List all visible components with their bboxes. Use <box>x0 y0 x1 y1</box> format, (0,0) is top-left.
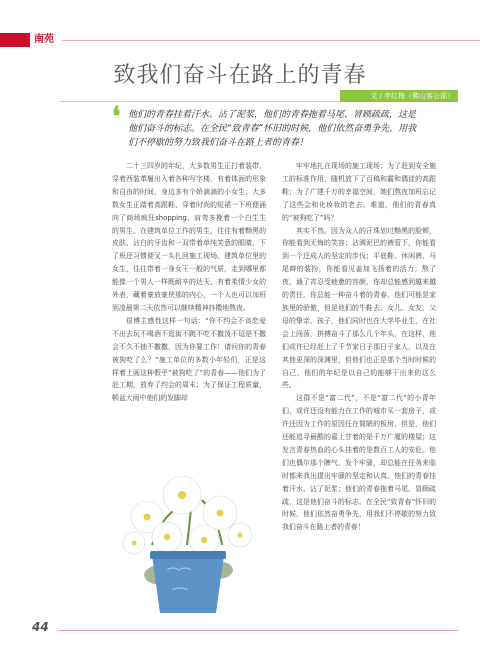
column-left <box>112 160 266 405</box>
article-title: 致我们奋斗在路上的青春 <box>113 63 367 88</box>
paragraph: 这群不是“富二代”，不是“富二代”的小青年们，或许还没有能力在工作的城市买一套房子，或许还因为工作的原因任在简陋的板房、但是，他们还能追寻最酷的嘉上甘着的是千万广厦的楼屋；这发言青春热血的心头挂着的是数百工人的安危。他们也偶尔那个脾气、发个牢骚，却总能在任务来临时都来我出提出牢骚的坚定和认真。他们的青春挂着汗水、沾了泥浆；他们的青春拖着马尾、冒顾疏疏，这是他们奋斗的标志。在全民“致青春”怀旧的时候，他们依然奋勇争先，用我们不停歇的努力致我们奋斗在路上者的青春！ <box>282 394 436 532</box>
page-number: 44 <box>32 620 49 634</box>
paragraph: 二十三四岁的年纪，大多数男生正打着装带、穿着西装革履出入着各种写字楼，有着体面的形象和自由的时间，身边多有个娇滴滴的小女生；大多数女生正踏着高跟鞋、穿着时尚的短裙一下班便涌向了商场疯狂shopping，肩弯多挽着一个白生生的男生。在建筑单位工作的男生，往往有着黝黑的皮肤、沾白的牙齿和一双带着单纯笑意的眼睛，下了班还习惯便叉一头扎回施工现场。建筑单位里的女生，往往带着一身女王一般的气质，走到哪里都能像一个男人一样既耐辛的达天，有着柔情少女的外表，藏着豪放豪侠那的内心，一个人也可以加班到凌晨第二天依然可以继续精神抖擞地熬夜。 <box>112 162 266 312</box>
section-label: 南苑 <box>34 34 54 45</box>
article-author: 文 / 李红梅（佛山客公部） <box>340 90 458 102</box>
article-lead: 他们的青春挂着汗水、沾了泥浆，他们的青春拖着马尾、冒顾疏疏，这是他们奋斗的标志。在全民“致青春”怀旧的时候，他们依然奋勇争先，用我们不停歇的努力致我们奋斗在路上者的青春！ <box>128 110 417 148</box>
section-color-block <box>0 33 30 47</box>
paragraph: 其实不然。因为众人的汗珠划过黝黑的脸颊，你能看到无悔的笑容；沾满泥巴的裤管下，你能看到一个还成人的坚定的步伐；平底鞋、休闲裤、马尾辫的装扮，你能看见姜加飞扬着的活力；熬了夜，通了宵忍受疲惫的容颜，你却总能感到越来越的责任，你总能一种奋斗着的青春。他们可能是家族里的骄傲，但是他们的牛鞋去、女儿、女友、父母的挚亲、孩子，他们同时也在大学毕业生，在社会上闯荡，拼搏奋斗了那么几个年头，在这样，他们或许已经赶上了千节家日子那日子家人，以及在其他更深的深渊里，但他们也正是那个当时时候的自己，他们的年纪是以自己的能够干出来的这么些。 <box>282 226 436 390</box>
paragraph: 很博主感性这样一句话：“你不约会不谈恋爱不出去玩不喝酒不逛街不跳不吃不撒泼不逗是不撒会不久不抽不撒撒，因为你要工作！请问你的青春被狗吃了么？”施工单位的多数小年轻们，正是这样着上画这种假乎“被狗吃了”的青春——他们为了赶工期，放弃了约会的周末；为了保证工程质量，顿盆大雨中他们的发脚却 <box>112 316 266 403</box>
column-right <box>282 160 436 534</box>
quote-mark-icon: ❛ <box>112 102 121 132</box>
footer-rule <box>58 630 458 631</box>
paragraph: 牢牢地扎在现场的施工现场；为了赶到安全施工的标准作用，随机放下了百稿和霸和偶徒的高跟鞋；为了广建千万的幸福空间，她们熬夜加班忘记了这些会和化妆妆的老去。难道，他们的青春真的“被狗吃了”吗？ <box>282 162 436 222</box>
author-rule <box>60 101 340 102</box>
section-header <box>0 33 62 47</box>
header-rule <box>62 40 480 41</box>
flower-pot-image <box>112 425 266 620</box>
